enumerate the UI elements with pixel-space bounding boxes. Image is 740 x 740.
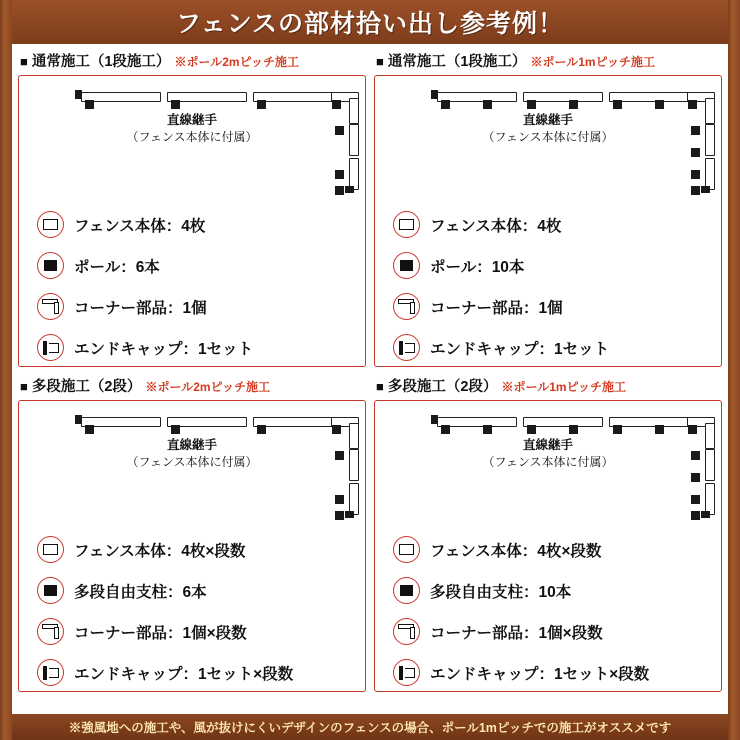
panel-pitch-note: ※ポール1mピッチ施工 <box>501 380 627 394</box>
corner-part-icon-glyph <box>398 624 415 639</box>
part-label: 多段自由支柱：6本 <box>74 583 207 601</box>
pole-icon <box>37 252 64 279</box>
end-cap-marker <box>75 90 82 99</box>
part-row <box>393 327 711 368</box>
pole-marker <box>441 100 450 109</box>
spec-panel-4 <box>374 375 722 692</box>
end-cap-marker <box>345 511 354 518</box>
spec-panel-2 <box>374 50 722 367</box>
pole-marker <box>335 511 344 520</box>
parts-list <box>393 204 711 368</box>
left-border-rail <box>0 0 12 740</box>
joint-label-sub: （フェンス本体に付属） <box>482 129 614 144</box>
joint-label-sub: （フェンス本体に付属） <box>126 454 258 469</box>
panel-title: 多段施工（2段） <box>31 379 142 395</box>
end-cap-marker <box>431 90 438 99</box>
pole-marker <box>332 100 341 109</box>
joint-label <box>383 112 713 145</box>
end-cap-icon-glyph <box>399 341 415 355</box>
pole-marker <box>335 186 344 195</box>
panel-title: 通常施工（1段施工） <box>387 54 527 70</box>
part-row <box>393 570 711 611</box>
pole-marker <box>691 148 700 157</box>
panel-pitch-note: ※ポール2mピッチ施工 <box>174 55 300 69</box>
part-row <box>37 245 355 286</box>
part-row <box>37 570 355 611</box>
spec-panel-1 <box>18 50 366 367</box>
pole-marker <box>483 100 492 109</box>
content-area <box>12 44 728 740</box>
pole-marker <box>688 425 697 434</box>
joint-label-sub: （フェンス本体に付属） <box>482 454 614 469</box>
end-cap-icon <box>393 334 420 361</box>
right-border-rail <box>728 0 740 740</box>
panel-header <box>376 375 722 396</box>
panel-pitch-note: ※ポール2mピッチ施工 <box>145 380 271 394</box>
joint-label-main: 直線継手 <box>522 113 573 127</box>
pole-icon-glyph <box>44 585 57 596</box>
footer-note: ※強風地への施工や、風が抜けにくいデザインのフェンスの場合、ポール1mピッチでの施工がオススメです <box>68 721 672 735</box>
part-row <box>37 286 355 327</box>
fence-panel-icon-glyph <box>399 219 414 230</box>
part-row <box>37 529 355 570</box>
pole-marker <box>257 425 266 434</box>
part-row <box>393 204 711 245</box>
part-row <box>37 204 355 245</box>
pole-icon <box>37 577 64 604</box>
part-label: コーナー部品：1個 <box>74 299 207 317</box>
joint-label-main: 直線継手 <box>522 438 573 452</box>
bullet-square-icon: ■ <box>376 54 384 69</box>
corner-part-icon <box>37 293 64 320</box>
fence-panel-icon <box>393 211 420 238</box>
part-label: エンドキャップ：1セット×段数 <box>74 665 294 683</box>
parts-list <box>37 204 355 368</box>
part-row <box>393 529 711 570</box>
fence-panel-icon-glyph <box>43 544 58 555</box>
fence-panel-icon-glyph <box>399 544 414 555</box>
joint-label-main: 直線継手 <box>166 113 217 127</box>
part-row <box>393 245 711 286</box>
pole-marker <box>171 425 180 434</box>
header-banner <box>12 0 728 44</box>
end-cap-icon <box>37 334 64 361</box>
pole-marker <box>335 495 344 504</box>
part-label: ポール：6本 <box>74 258 160 276</box>
part-row <box>37 652 355 693</box>
pole-marker <box>691 186 700 195</box>
part-label: コーナー部品：1個×段数 <box>430 624 603 642</box>
pole-marker <box>613 100 622 109</box>
pole-marker <box>691 170 700 179</box>
part-label: コーナー部品：1個×段数 <box>74 624 247 642</box>
pole-marker <box>691 511 700 520</box>
corner-part-icon-glyph <box>42 624 59 639</box>
fence-panel-icon <box>393 536 420 563</box>
panel-header <box>376 50 722 71</box>
fence-panel-icon-glyph <box>43 219 58 230</box>
bullet-square-icon: ■ <box>376 379 384 394</box>
part-row <box>393 652 711 693</box>
part-row <box>393 611 711 652</box>
parts-list <box>37 529 355 693</box>
panel-title: 多段施工（2段） <box>387 379 498 395</box>
part-label: フェンス本体：4枚×段数 <box>74 542 246 560</box>
pole-marker <box>85 100 94 109</box>
pole-marker <box>655 100 664 109</box>
pole-marker <box>483 425 492 434</box>
joint-label <box>27 112 357 145</box>
panel-header <box>20 50 366 71</box>
corner-part-icon-glyph <box>42 299 59 314</box>
part-label: フェンス本体：4枚 <box>74 217 206 235</box>
bullet-square-icon: ■ <box>20 379 28 394</box>
spec-panel-3 <box>18 375 366 692</box>
part-label: エンドキャップ：1セット <box>430 340 610 358</box>
page-title: フェンスの部材拾い出し参考例！ <box>175 10 564 38</box>
end-cap-marker <box>75 415 82 424</box>
fence-schematic <box>383 411 713 523</box>
end-cap-marker <box>345 186 354 193</box>
pole-marker <box>171 100 180 109</box>
pole-icon <box>393 252 420 279</box>
pole-marker <box>441 425 450 434</box>
part-label: エンドキャップ：1セット×段数 <box>430 665 650 683</box>
pole-marker <box>613 425 622 434</box>
joint-label-main: 直線継手 <box>166 438 217 452</box>
fence-panel-icon <box>37 536 64 563</box>
part-label: コーナー部品：1個 <box>430 299 563 317</box>
panel-body <box>18 400 366 692</box>
pole-marker <box>257 100 266 109</box>
panel-body <box>374 400 722 692</box>
part-row <box>37 327 355 368</box>
pole-marker <box>655 425 664 434</box>
part-label: ポール：10本 <box>430 258 525 276</box>
pole-marker <box>527 100 536 109</box>
part-label: 多段自由支柱：10本 <box>430 583 572 601</box>
fence-schematic <box>27 86 357 198</box>
joint-label <box>27 437 357 470</box>
footer-banner <box>12 714 728 740</box>
end-cap-marker <box>431 415 438 424</box>
pole-marker <box>691 495 700 504</box>
joint-label <box>383 437 713 470</box>
pole-marker <box>569 100 578 109</box>
pole-marker <box>691 473 700 482</box>
end-cap-icon-glyph <box>43 341 59 355</box>
bullet-square-icon: ■ <box>20 54 28 69</box>
panel-grid <box>18 50 722 692</box>
end-cap-icon-glyph <box>399 666 415 680</box>
pole-marker <box>527 425 536 434</box>
panel-header <box>20 375 366 396</box>
corner-part-icon-glyph <box>398 299 415 314</box>
part-label: フェンス本体：4枚×段数 <box>430 542 602 560</box>
part-row <box>393 286 711 327</box>
panel-body <box>18 75 366 367</box>
end-cap-icon <box>37 659 64 686</box>
pole-marker <box>332 425 341 434</box>
end-cap-marker <box>701 186 710 193</box>
fence-panel-icon <box>37 211 64 238</box>
part-label: フェンス本体：4枚 <box>430 217 562 235</box>
pole-marker <box>85 425 94 434</box>
end-cap-marker <box>701 511 710 518</box>
corner-part-icon <box>37 618 64 645</box>
corner-part-icon <box>393 618 420 645</box>
joint-label-sub: （フェンス本体に付属） <box>126 129 258 144</box>
pole-marker <box>335 170 344 179</box>
fence-schematic <box>27 411 357 523</box>
pole-icon <box>393 577 420 604</box>
part-row <box>37 611 355 652</box>
pole-marker <box>569 425 578 434</box>
end-cap-icon-glyph <box>43 666 59 680</box>
part-label: エンドキャップ：1セット <box>74 340 254 358</box>
corner-part-icon <box>393 293 420 320</box>
end-cap-icon <box>393 659 420 686</box>
fence-schematic <box>383 86 713 198</box>
panel-title: 通常施工（1段施工） <box>31 54 171 70</box>
pole-icon-glyph <box>400 585 413 596</box>
panel-body <box>374 75 722 367</box>
pole-icon-glyph <box>400 260 413 271</box>
panel-pitch-note: ※ポール1mピッチ施工 <box>530 55 656 69</box>
parts-list <box>393 529 711 693</box>
pole-icon-glyph <box>44 260 57 271</box>
pole-marker <box>688 100 697 109</box>
